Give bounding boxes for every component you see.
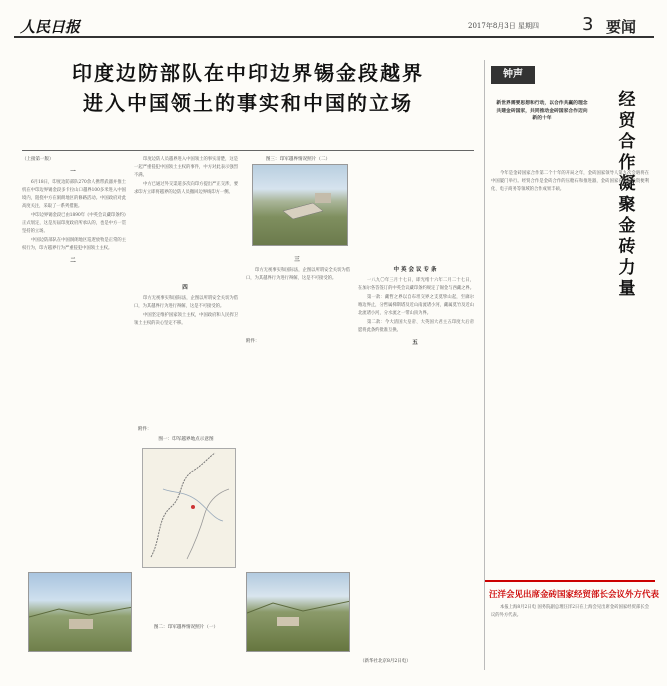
section-heading-4: 四 bbox=[182, 285, 190, 291]
commentary-paragraph: 今年是金砖国家合作第二个十年的开局之年，金砖国家领导人第九次会晤将在中国厦门举行。经贸合作是金砖合作的压舱石和推进器，金砖国家在贸易投资便利化、电子商务等领域的合作成果丰硕。 bbox=[491, 171, 649, 192]
boundary-map bbox=[142, 448, 236, 568]
column-tag: 钟声 bbox=[491, 66, 535, 84]
article-paragraph: 中印边界锡金段已由1890年《中英会议藏印条约》正式划定，这是历届印度政府所承认的，也是中方一贯坚持的立场。 bbox=[22, 213, 126, 234]
signoff: （新华社北京8月2日电） bbox=[360, 659, 411, 664]
article-paragraph: 6月18日，印度边防部队270余人携带武器并推土机在中印边界锡金段多卡拉山口越界100多米进入中国境内，阻挠中方在洞朗地区的修路活动。中国政府对此高度关注，采取了一系列措施。 bbox=[22, 180, 126, 209]
figure-1-caption: 图一：印军越界地点示意图 bbox=[158, 437, 214, 442]
article-column-3 bbox=[246, 252, 350, 344]
bottom-article-paragraph: 本报上海8月2日电 国务院副总理汪洋2日在上海会见出席金砖国家经贸部长会议的外方代表。 bbox=[491, 605, 649, 618]
attachment-label: 附件： bbox=[138, 427, 152, 432]
bottom-article-body bbox=[491, 604, 649, 664]
article-paragraph: 一八九〇年三月十七日，即光绪十六年二月二十七日，在加尔各答签订的中英会议藏印条约规定了锡金与西藏之界。 bbox=[358, 278, 474, 291]
commentary-title: 经贸合作凝聚金砖力量 bbox=[618, 90, 636, 299]
article-paragraph: 中国坚定维护国家领土主权，中国政府和人民捍卫领土主权的决心坚定不移。 bbox=[134, 313, 238, 326]
main-article bbox=[22, 58, 474, 670]
section-heading-3: 三 bbox=[294, 257, 302, 263]
bottom-article-title: 汪洋会见出席金砖国家经贸部长会议外方代表 bbox=[489, 590, 660, 600]
photo-scene-2 bbox=[29, 573, 132, 652]
commentary-body bbox=[491, 170, 649, 574]
section-heading-1: 一 bbox=[70, 169, 78, 175]
article-paragraph: 中方已通过外交渠道多次向印方提出严正交涉，要求印方立即将越界的边防人员撤回边界线印方一侧。 bbox=[134, 182, 238, 195]
border-photo-2 bbox=[28, 572, 132, 652]
article-paragraph: 印度边防人员越界进入中国领土的事实清楚，这是一起严重侵犯中国领土主权的事件，中方对此表示强烈不满。 bbox=[134, 157, 238, 178]
article-paragraph: 印方无视事实和国际法，企图以所谓安全关切为借口，为其越界行为进行辩解，这是不可接受的。 bbox=[134, 296, 238, 309]
issue-date: 2017年8月3日 星期四 bbox=[468, 22, 539, 30]
figure-2-caption: 图二：印军越界情况照片（一） bbox=[153, 625, 219, 630]
photo-scene-3 bbox=[247, 573, 350, 652]
article-paragraph: 印方无视事实和国际法，企图以所谓安全关切为借口，为其越界行为进行辩解，这是不可接受的。 bbox=[246, 268, 350, 281]
article-column-2 bbox=[134, 156, 238, 276]
newspaper-logo: 人民日报 bbox=[20, 18, 81, 36]
commentary-sidebar bbox=[484, 60, 660, 670]
bottom-divider bbox=[485, 580, 655, 582]
photo-scene-1 bbox=[253, 165, 348, 246]
section-heading-2: 二 bbox=[70, 258, 78, 264]
article-paragraph: 第一款：藏哲之界以自布坦交界之支莫挚山起，至廓尔喀边界止，分哲属梯斯塔及近山南流诸小河，藏属莫竹及近山北流诸小河，分水流之一带山顶为界。 bbox=[358, 295, 474, 316]
convention-title: 中英会议专条 bbox=[393, 267, 439, 273]
byline: （上接第一版） bbox=[22, 157, 54, 162]
figure-3-caption: 图三：印军越界情况照片（二） bbox=[265, 157, 331, 162]
attachment-label-2: 附件： bbox=[246, 339, 260, 344]
article-column-4 bbox=[358, 156, 474, 668]
section-name: 要闻 bbox=[606, 18, 637, 36]
border-photo-1 bbox=[252, 164, 348, 246]
article-column-2-lower bbox=[134, 280, 238, 356]
headline-line-1: 印度边防部队在中印边界锡金段越界 bbox=[72, 61, 424, 85]
commentary-deck: 新世界需要思想和行动，以合作共赢的理念共建金砖国家，共同推动金砖国家合作迈向新的十年 bbox=[496, 100, 588, 121]
headline-divider bbox=[22, 150, 474, 151]
page-number: 3 bbox=[582, 14, 594, 35]
masthead bbox=[14, 16, 654, 38]
article-paragraph: 第二款：今大清国大皇帝、大英国大君主五印度大后帝愿将此条约批准互换。 bbox=[358, 320, 474, 333]
article-paragraph: 中国边防部队在中国洞朗地区巡逻放牧是正常的主权行为，印方越界行为严重侵犯中国领土主权。 bbox=[22, 238, 126, 251]
headline bbox=[22, 58, 474, 118]
map-graphic bbox=[143, 449, 237, 569]
section-heading-5: 五 bbox=[412, 340, 420, 346]
headline-line-2: 进入中国领土的事实和中国的立场 bbox=[83, 91, 413, 115]
border-photo-3 bbox=[246, 572, 350, 652]
